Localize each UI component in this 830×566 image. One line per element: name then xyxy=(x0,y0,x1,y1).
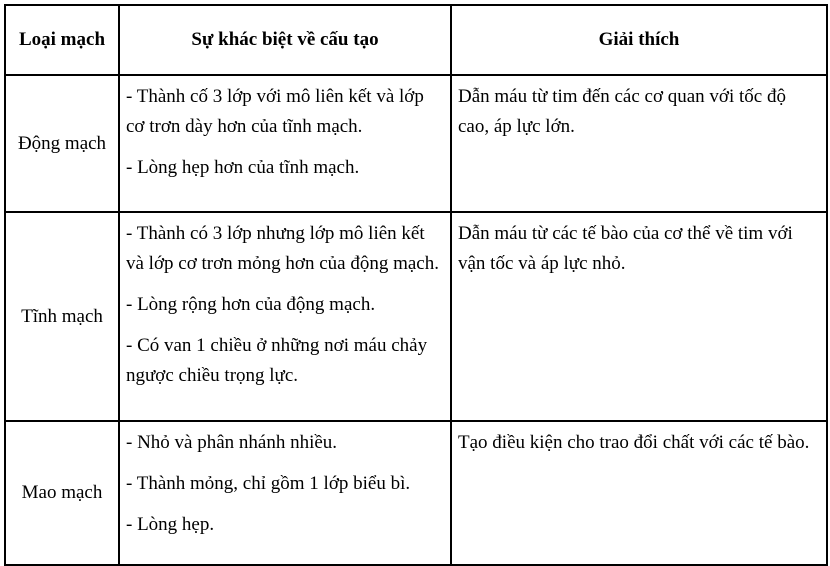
explanation-text: Dẫn máu từ tim đến các cơ quan với tốc độ cao, áp lực lớn. xyxy=(458,86,786,137)
header-row xyxy=(5,5,827,75)
table-row-mao-mach xyxy=(5,421,827,565)
structure-bullet: - Thành cố 3 lớp với mô liên kết và lớp cơ trơn dày hơn của tĩnh mạch. xyxy=(126,86,424,137)
header-explanation: Giải thích xyxy=(451,5,827,75)
cell-vessel-type: Tĩnh mạch xyxy=(5,212,119,421)
structure-bullet: - Lòng hẹp hơn của tĩnh mạch. xyxy=(126,157,360,178)
cell-vessel-type: Mao mạch xyxy=(5,421,119,565)
cell-structure xyxy=(119,75,451,212)
structure-bullet: - Nhỏ và phân nhánh nhiều. xyxy=(126,432,338,453)
explanation-text: Tạo điều kiện cho trao đổi chất với các tế bào. xyxy=(458,432,810,453)
header-vessel-type: Loại mạch xyxy=(5,5,119,75)
structure-bullet: - Có van 1 chiều ở những nơi máu chảy ngược chiều trọng lực. xyxy=(126,335,428,386)
header-structure-difference: Sự khác biệt về cấu tạo xyxy=(119,5,451,75)
structure-bullet: - Thành có 3 lớp nhưng lớp mô liên kết và lớp cơ trơn mỏng hơn của động mạch. xyxy=(126,223,439,274)
structure-bullet: - Thành mỏng, chỉ gồm 1 lớp biểu bì. xyxy=(126,473,411,494)
table-row-tinh-mach xyxy=(5,212,827,421)
structure-bullet: - Lòng hẹp. xyxy=(126,514,215,535)
vessel-comparison-table-container xyxy=(4,4,828,566)
cell-explanation xyxy=(451,212,827,421)
vessel-comparison-table xyxy=(4,4,828,566)
cell-explanation xyxy=(451,75,827,212)
table-row-dong-mach xyxy=(5,75,827,212)
cell-explanation xyxy=(451,421,827,565)
cell-structure xyxy=(119,212,451,421)
cell-vessel-type: Động mạch xyxy=(5,75,119,212)
cell-structure xyxy=(119,421,451,565)
structure-bullet: - Lòng rộng hơn của động mạch. xyxy=(126,294,376,315)
explanation-text: Dẫn máu từ các tế bào của cơ thể về tim với vận tốc và áp lực nhỏ. xyxy=(458,223,793,274)
